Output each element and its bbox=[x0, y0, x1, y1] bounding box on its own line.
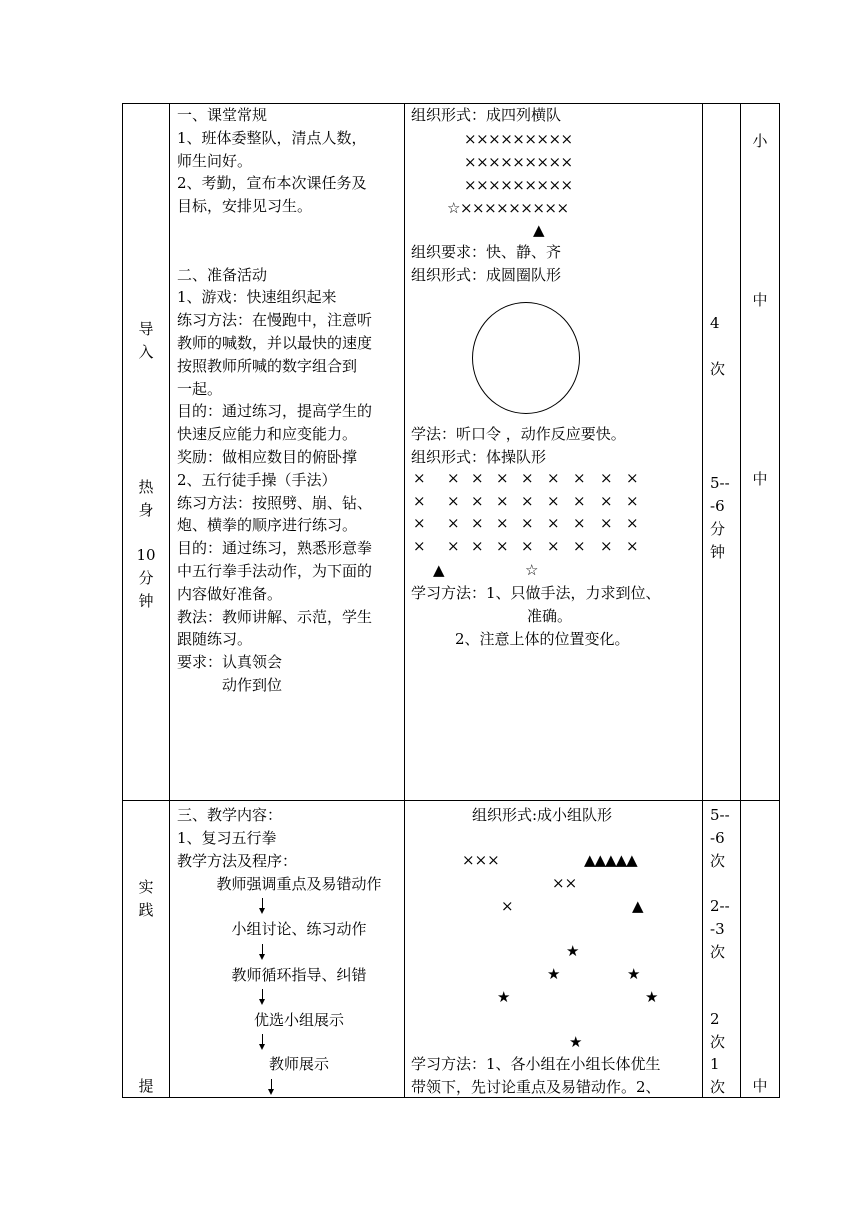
group-method-b: 带领下，先讨论重点及易错动作。2、 bbox=[411, 1078, 661, 1096]
stage1-content-line: 目的：通过练习，提高学生的 bbox=[177, 402, 373, 421]
grid-cross: × bbox=[413, 491, 426, 510]
stage1-content-line: 1、班体委整队，清点人数， bbox=[177, 128, 367, 147]
grid-cross: × bbox=[521, 491, 534, 510]
grid-cross: × bbox=[626, 491, 639, 510]
grid-cross: × bbox=[600, 491, 613, 510]
circle-formation bbox=[472, 302, 580, 414]
stage1-content-line: 练习方法：在慢跑中，注意听 bbox=[177, 311, 373, 330]
grid-cross: × bbox=[413, 514, 426, 533]
flow-arrow-4 bbox=[262, 1034, 263, 1048]
stage2-time-line: 次 bbox=[710, 1033, 726, 1051]
grid-cross: × bbox=[413, 536, 426, 555]
formation-row-1: ××××××××× bbox=[464, 130, 573, 148]
stage2-time-line: 2-- bbox=[710, 897, 730, 915]
grid-cross: × bbox=[547, 514, 560, 533]
stage1-content-line: 2、五行徒手操（手法） bbox=[177, 470, 337, 489]
grid-cross: × bbox=[447, 469, 460, 487]
grid-teacher-triangle: ▲ bbox=[433, 561, 445, 579]
stage2-intensity: 中 bbox=[752, 1077, 768, 1095]
stage1-time-1: 10 bbox=[136, 546, 156, 564]
stage2-label-3: 提 bbox=[138, 1077, 154, 1095]
stage1-content-line: 教师的喊数，并以最快的速度 bbox=[177, 334, 373, 352]
group-method-a: 学习方法：1、各小组在小组长体优生 bbox=[411, 1055, 661, 1073]
row-divider bbox=[122, 800, 780, 801]
star-6: ★ bbox=[569, 1033, 583, 1051]
stage1-content-line: 目标，安排见习生。 bbox=[177, 197, 313, 216]
flow-arrow-1 bbox=[262, 898, 263, 912]
org-form-3: 组织形式：体操队形 bbox=[411, 448, 547, 466]
grid-cross: × bbox=[547, 469, 560, 487]
org-form-1: 组织形式：成四列横队 bbox=[411, 106, 562, 124]
grid-cross: × bbox=[626, 514, 639, 533]
group-x-2: ×× bbox=[552, 874, 578, 892]
star-2: ★ bbox=[547, 965, 561, 983]
formation-row-2: ××××××××× bbox=[464, 153, 573, 171]
stage1-content-line: 2、考勤，宣布本次课任务及 bbox=[177, 174, 367, 193]
stage1-duration-3: 分 bbox=[710, 520, 726, 538]
grid-cross: × bbox=[573, 469, 586, 487]
stage2-time-line: 1 bbox=[710, 1055, 720, 1073]
group-triangles: ▲▲▲▲▲ bbox=[584, 851, 637, 869]
grid-cross: × bbox=[573, 536, 586, 555]
stage1-label-1: 导 bbox=[138, 320, 154, 338]
stage1-content-line: 练习方法：按照劈、崩、钻、 bbox=[177, 493, 373, 512]
group-formation-title: 组织形式:成小组队形 bbox=[472, 806, 613, 824]
intensity-3: 中 bbox=[752, 470, 768, 488]
stage1-content-line: 奖励：做相应数目的俯卧撑 bbox=[177, 448, 358, 466]
col-line-1 bbox=[169, 103, 170, 1098]
step-3: 教师循环指导、纠错 bbox=[231, 966, 367, 984]
stage2-time-line: 次 bbox=[710, 943, 726, 961]
teacher-triangle: ▲ bbox=[533, 221, 545, 239]
col-line-3 bbox=[702, 103, 703, 1098]
stage1-count: 4 bbox=[710, 314, 720, 332]
col-line-5 bbox=[779, 103, 780, 1098]
formation-row-3: ××××××××× bbox=[464, 176, 573, 194]
col-line-2 bbox=[404, 103, 405, 1098]
stage1-content-line: 1、游戏：快速组织起来 bbox=[177, 288, 337, 307]
stage1-count-unit: 次 bbox=[710, 360, 726, 378]
grid-cross: × bbox=[496, 469, 509, 487]
grid-cross: × bbox=[496, 514, 509, 533]
stage2-time-line: -3 bbox=[710, 920, 725, 938]
step-4: 优选小组展示 bbox=[253, 1011, 344, 1029]
learning-method-2: 2、注意上体的位置变化。 bbox=[455, 630, 630, 648]
stage2-time-line: 5-- bbox=[710, 806, 730, 824]
grid-cross: × bbox=[471, 469, 484, 487]
stage1-content-line: 按照教师所喊的数字组合到 bbox=[177, 356, 358, 375]
grid-cross: × bbox=[413, 469, 426, 487]
stage1-content-line: 炮、横拳的顺序进行练习。 bbox=[177, 516, 358, 535]
formation-row-4: ☆××××××××× bbox=[447, 199, 569, 217]
grid-cross: × bbox=[547, 536, 560, 555]
grid-cross: × bbox=[626, 536, 639, 555]
stage1-duration-4: 钟 bbox=[710, 543, 726, 561]
stage1-content-line: 内容做好准备。 bbox=[177, 584, 283, 603]
grid-cross: × bbox=[447, 491, 460, 510]
study-method: 学法：听口令 ，动作反应要快。 bbox=[411, 425, 626, 443]
grid-cross: × bbox=[626, 469, 639, 487]
stage1-content-line: 一、课堂常规 bbox=[177, 106, 268, 124]
stage1-content-line: 一起。 bbox=[177, 379, 223, 398]
stage1-content-line: 教法：教师讲解、示范，学生 bbox=[177, 607, 373, 626]
step-1: 教师强调重点及易错动作 bbox=[216, 875, 382, 893]
stage1-content-line: 快速反应能力和应变能力。 bbox=[177, 425, 358, 444]
intensity-1: 小 bbox=[752, 132, 768, 150]
grid-cross: × bbox=[547, 491, 560, 510]
stage1-duration-1: 5-- bbox=[710, 474, 730, 492]
star-1: ★ bbox=[566, 942, 580, 960]
stage1-content-line: 动作到位 bbox=[177, 676, 283, 694]
step-5: 教师展示 bbox=[268, 1055, 329, 1073]
stage1-content-line: 跟随练习。 bbox=[177, 630, 253, 649]
stage1-content-line: 师生问好。 bbox=[177, 151, 253, 170]
grid-cross: × bbox=[471, 491, 484, 510]
stage1-duration-2: -6 bbox=[710, 497, 725, 515]
stage2-time-line: -6 bbox=[710, 829, 725, 847]
grid-cross: × bbox=[573, 491, 586, 510]
grid-cross: × bbox=[600, 469, 613, 487]
group-x-1: ××× bbox=[462, 851, 500, 869]
grid-cross: × bbox=[600, 514, 613, 533]
grid-cross: × bbox=[521, 536, 534, 555]
stage2-time-line: 次 bbox=[710, 852, 726, 870]
step-2: 小组讨论、练习动作 bbox=[231, 920, 367, 938]
learning-method-1b: 准确。 bbox=[527, 607, 573, 625]
flow-arrow-5 bbox=[271, 1079, 272, 1093]
group-x-3: × bbox=[501, 897, 514, 915]
stage1-label-2: 入 bbox=[138, 343, 154, 361]
star-4: ★ bbox=[497, 988, 511, 1006]
stage1-time-2: 分 bbox=[138, 569, 154, 587]
stage1-content-line: 目的：通过练习，熟悉形意拳 bbox=[177, 539, 373, 558]
grid-cross: × bbox=[573, 514, 586, 533]
org-form-2: 组织形式：成圆圈队形 bbox=[411, 266, 562, 284]
grid-cross: × bbox=[521, 469, 534, 487]
group-triangle-single: ▲ bbox=[632, 897, 644, 915]
learning-method-1: 学习方法：1、只做手法，力求到位、 bbox=[411, 584, 661, 602]
stage1-label-4: 身 bbox=[138, 501, 154, 519]
stage2-time-line: 2 bbox=[710, 1010, 720, 1028]
org-requirement: 组织要求：快、静、齐 bbox=[411, 243, 562, 261]
teaching-content-title: 三、教学内容： bbox=[177, 806, 283, 824]
stage2-time-line: 次 bbox=[710, 1078, 726, 1096]
col-line-4 bbox=[740, 103, 741, 1098]
grid-cross: × bbox=[471, 514, 484, 533]
grid-cross: × bbox=[447, 514, 460, 533]
grid-cross: × bbox=[447, 536, 460, 555]
grid-cross: × bbox=[600, 536, 613, 555]
grid-cross: × bbox=[471, 536, 484, 555]
stage1-content-line: 二、准备活动 bbox=[177, 265, 268, 284]
grid-cross: × bbox=[521, 514, 534, 533]
stage2-label-1: 实 bbox=[138, 878, 154, 896]
flow-arrow-2 bbox=[262, 944, 263, 958]
star-5: ★ bbox=[645, 988, 659, 1006]
stage1-content-line: 要求：认真领会 bbox=[177, 653, 283, 672]
teaching-content-item: 1、复习五行拳 bbox=[177, 829, 277, 847]
grid-star: ☆ bbox=[525, 561, 539, 579]
grid-cross: × bbox=[496, 536, 509, 555]
flow-arrow-3 bbox=[262, 989, 263, 1003]
teaching-procedure: 教学方法及程序： bbox=[177, 852, 298, 870]
stage1-time-3: 钟 bbox=[138, 592, 154, 610]
stage1-content-line: 中五行拳手法动作，为下面的 bbox=[177, 562, 373, 580]
stage2-label-2: 践 bbox=[138, 901, 154, 919]
grid-cross: × bbox=[496, 491, 509, 510]
stage1-label-3: 热 bbox=[138, 478, 154, 496]
star-3: ★ bbox=[627, 965, 641, 983]
intensity-2: 中 bbox=[752, 291, 768, 309]
